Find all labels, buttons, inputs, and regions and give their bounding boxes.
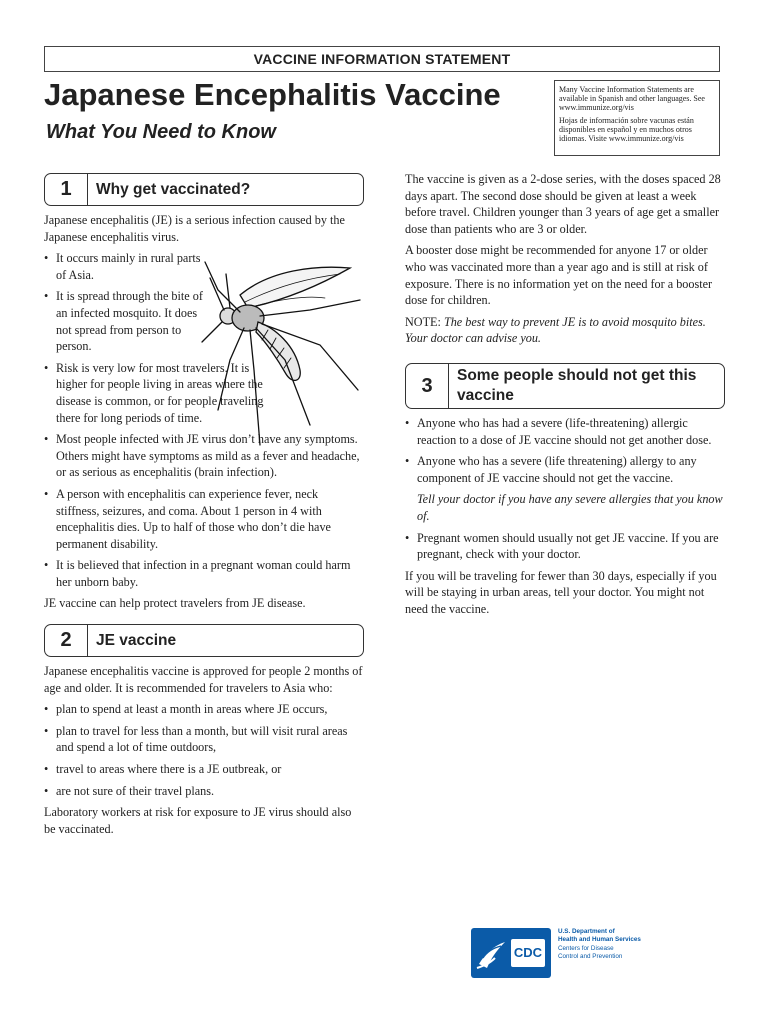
section-1-closing: JE vaccine can help protect travelers from JE disease.	[44, 596, 306, 611]
section-2-number: 2	[45, 625, 88, 656]
allergy-note: Tell your doctor if you have any severe allergies that you know of.	[417, 492, 723, 523]
list-item: • Risk is very low for most travelers. It is higher for people living in areas where the disease is common, or for people traveling there for long periods of time.	[44, 360, 206, 426]
right-column	[405, 171, 725, 622]
list-item: • It occurs mainly in rural parts of Asia.	[44, 250, 206, 283]
list-item: • A person with encephalitis can experience fever, neck stiffness, seizures, and coma. About 1 person in 4 with encephalitis dies. Up to half of those who don’t die have permanent disability.	[44, 486, 364, 552]
section-1-header	[44, 173, 364, 206]
section-2-intro: Japanese encephalitis vaccine is approved for people 2 months of age and older. It is recommended for travelers to Asia who:	[44, 664, 363, 695]
cdc-organization-name: U.S. Department of Health and Human Services Centers for Disease Control and Prevention	[558, 928, 641, 961]
hhs-logo	[471, 928, 551, 978]
section-3-header	[405, 363, 725, 409]
list-item: • Anyone who has had a severe (life-threatening) allergic reaction to a dose of JE vaccine should not get another dose.	[405, 415, 725, 448]
dosing-paragraph: The vaccine is given as a 2-dose series, with the doses spaced 28 days apart. The second dose should be given at least a week before travel. Children younger than 3 years of age get a smaller dose than patients who are 3 or older.	[405, 172, 721, 236]
section-3-closing: If you will be traveling for fewer than 30 days, especially if you will be staying in urban areas, tell your doctor. You might not need the vaccine.	[405, 568, 717, 616]
list-item: • Pregnant women should usually not get JE vaccine. If you are pregnant, check with your doctor.	[405, 530, 725, 563]
list-item: • It is believed that infection in a pregnant woman could harm her unborn baby.	[44, 557, 364, 590]
note-text: The best way to prevent JE is to avoid mosquito bites. Your doctor can advise you.	[405, 314, 706, 346]
hhs-eagle-icon	[471, 928, 511, 978]
section-3-bullets-2	[405, 530, 725, 563]
section-2-header	[44, 624, 364, 657]
list-item: • are not sure of their travel plans.	[44, 783, 364, 800]
language-note-english: Many Vaccine Information Statements are available in Spanish and other languages. See www.immunize.org/vis	[559, 85, 705, 113]
list-item: • Anyone who has a severe (life threatening) allergy to any component of JE vaccine should not get the vaccine.	[405, 453, 725, 486]
section-3-number: 3	[406, 364, 449, 408]
booster-paragraph: A booster dose might be recommended for anyone 17 or older who was vaccinated more than a year ago and is still at risk of exposure. There is no information yet on the need for a booster dose for children.	[405, 243, 713, 308]
page-title: Japanese Encephalitis Vaccine	[44, 77, 501, 112]
note-label: NOTE:	[405, 314, 441, 329]
cdc-logo-text: CDC	[511, 939, 545, 967]
list-item: • plan to spend at least a month in areas where JE occurs,	[44, 701, 364, 718]
section-2-bullets	[44, 701, 364, 799]
language-availability-box	[554, 80, 720, 156]
list-item: • It is spread through the bite of an infected mosquito. It does not spread from person to person.	[44, 288, 206, 354]
page-subtitle: What You Need to Know	[46, 121, 276, 143]
section-3-heading: Some people should not get this vaccine	[457, 366, 697, 404]
section-1-heading: Why get vaccinated?	[96, 180, 251, 198]
section-2-closing: Laboratory workers at risk for exposure to JE virus should also be vaccinated.	[44, 805, 352, 836]
section-3-bullets	[405, 415, 725, 486]
mosquito-illustration	[200, 250, 365, 450]
document-banner: VACCINE INFORMATION STATEMENT	[44, 46, 720, 72]
list-item: • plan to travel for less than a month, but will visit rural areas and spend a lot of time outdoors,	[44, 723, 364, 756]
cdc-logo-block	[471, 928, 651, 978]
list-item: • Most people infected with JE virus don’t have any symptoms. Others might have symptoms as mild as a fever and headache, or as serious as encephalitis (brain infection).	[44, 431, 364, 481]
section-2-heading: JE vaccine	[96, 631, 177, 649]
language-note-spanish: Hojas de información sobre vacunas están disponibles en español y en muchos otros idiomas. Visite www.immunize.org/vis	[559, 115, 694, 144]
section-1-number: 1	[45, 174, 88, 205]
list-item: • travel to areas where there is a JE outbreak, or	[44, 761, 364, 778]
note-paragraph	[405, 314, 725, 347]
section-1-intro: Japanese encephalitis (JE) is a serious infection caused by the Japanese encephalitis virus.	[44, 213, 345, 244]
